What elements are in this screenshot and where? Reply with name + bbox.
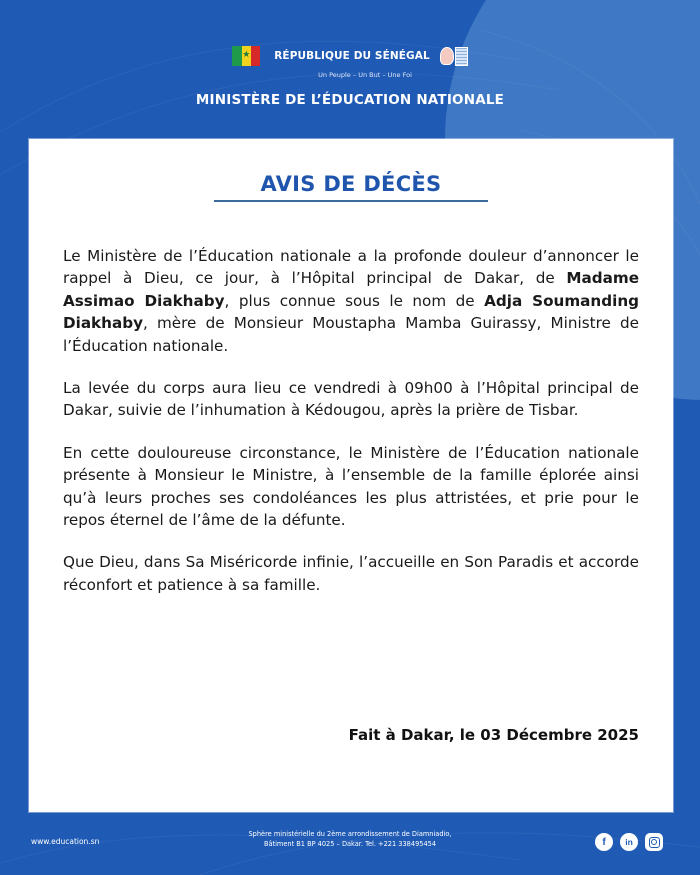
- announcement-mid: , plus connue sous le nom de: [224, 291, 485, 310]
- facebook-icon[interactable]: f: [595, 833, 613, 851]
- page-footer: [0, 812, 700, 875]
- paragraph-prayer: Que Dieu, dans Sa Miséricorde infinie, l’accueille en Son Paradis et accorde réconfort et patience à sa famille.: [63, 553, 639, 594]
- notice-body: [63, 245, 639, 616]
- title-underline: [214, 200, 488, 202]
- announcement-end: , mère de Monsieur Moustapha Mamba Guirassy, Ministre de l’Éducation nationale.: [63, 314, 639, 355]
- social-links: [595, 833, 663, 851]
- paragraph-announcement: [63, 245, 639, 357]
- announcement-intro: Le Ministère de l’Éducation nationale a la profonde douleur d’annoncer le rappel à Dieu, ce jour, à l’Hôpital principal de Dakar, de: [63, 247, 639, 288]
- ministry-emblem-icon: [440, 47, 468, 66]
- address-line-1: Sphère ministérielle du 2ème arrondissement de Diamniadio,: [248, 830, 452, 838]
- paragraph-condolences: En cette douloureuse circonstance, le Ministère de l’Éducation nationale présente à Monsieur le Ministre, à l’ensemble de la famille éplorée ainsi qu’à leurs proches ses condoléances les plus attristées, et prie pour le repos éternel de l’âme de la défunte.: [63, 443, 639, 530]
- signoff-date: Fait à Dakar, le 03 Décembre 2025: [348, 726, 639, 744]
- deceased-known-name: Adja Soumanding Diakhaby: [63, 291, 639, 333]
- notice-card: [29, 139, 673, 812]
- ministry-name: MINISTÈRE DE L’ÉDUCATION NATIONALE: [195, 92, 505, 108]
- instagram-icon[interactable]: [645, 833, 663, 851]
- page-header: [0, 0, 700, 139]
- deceased-name: Madame Assimao Diakhaby: [63, 269, 639, 310]
- notice-title: AVIS DE DÉCÈS: [260, 172, 442, 196]
- republic-banner: [0, 46, 700, 66]
- senegal-flag-icon: [232, 46, 260, 66]
- paragraph-funeral-details: La levée du corps aura lieu ce vendredi à 09h00 à l’Hôpital principal de Dakar, suivie de l’inhumation à Kédougou, après la prière de Tisbar.: [63, 379, 639, 420]
- national-motto: Un Peuple – Un But – Une Foi: [318, 71, 412, 79]
- country-name: RÉPUBLIQUE DU SÉNÉGAL: [274, 50, 430, 62]
- address-line-2: Bâtiment B1 BP 4025 – Dakar. Tel. +221 338495454: [263, 839, 437, 848]
- website-link[interactable]: www.education.sn: [31, 837, 100, 846]
- ministry-address: [195, 830, 505, 849]
- linkedin-icon[interactable]: in: [620, 833, 638, 851]
